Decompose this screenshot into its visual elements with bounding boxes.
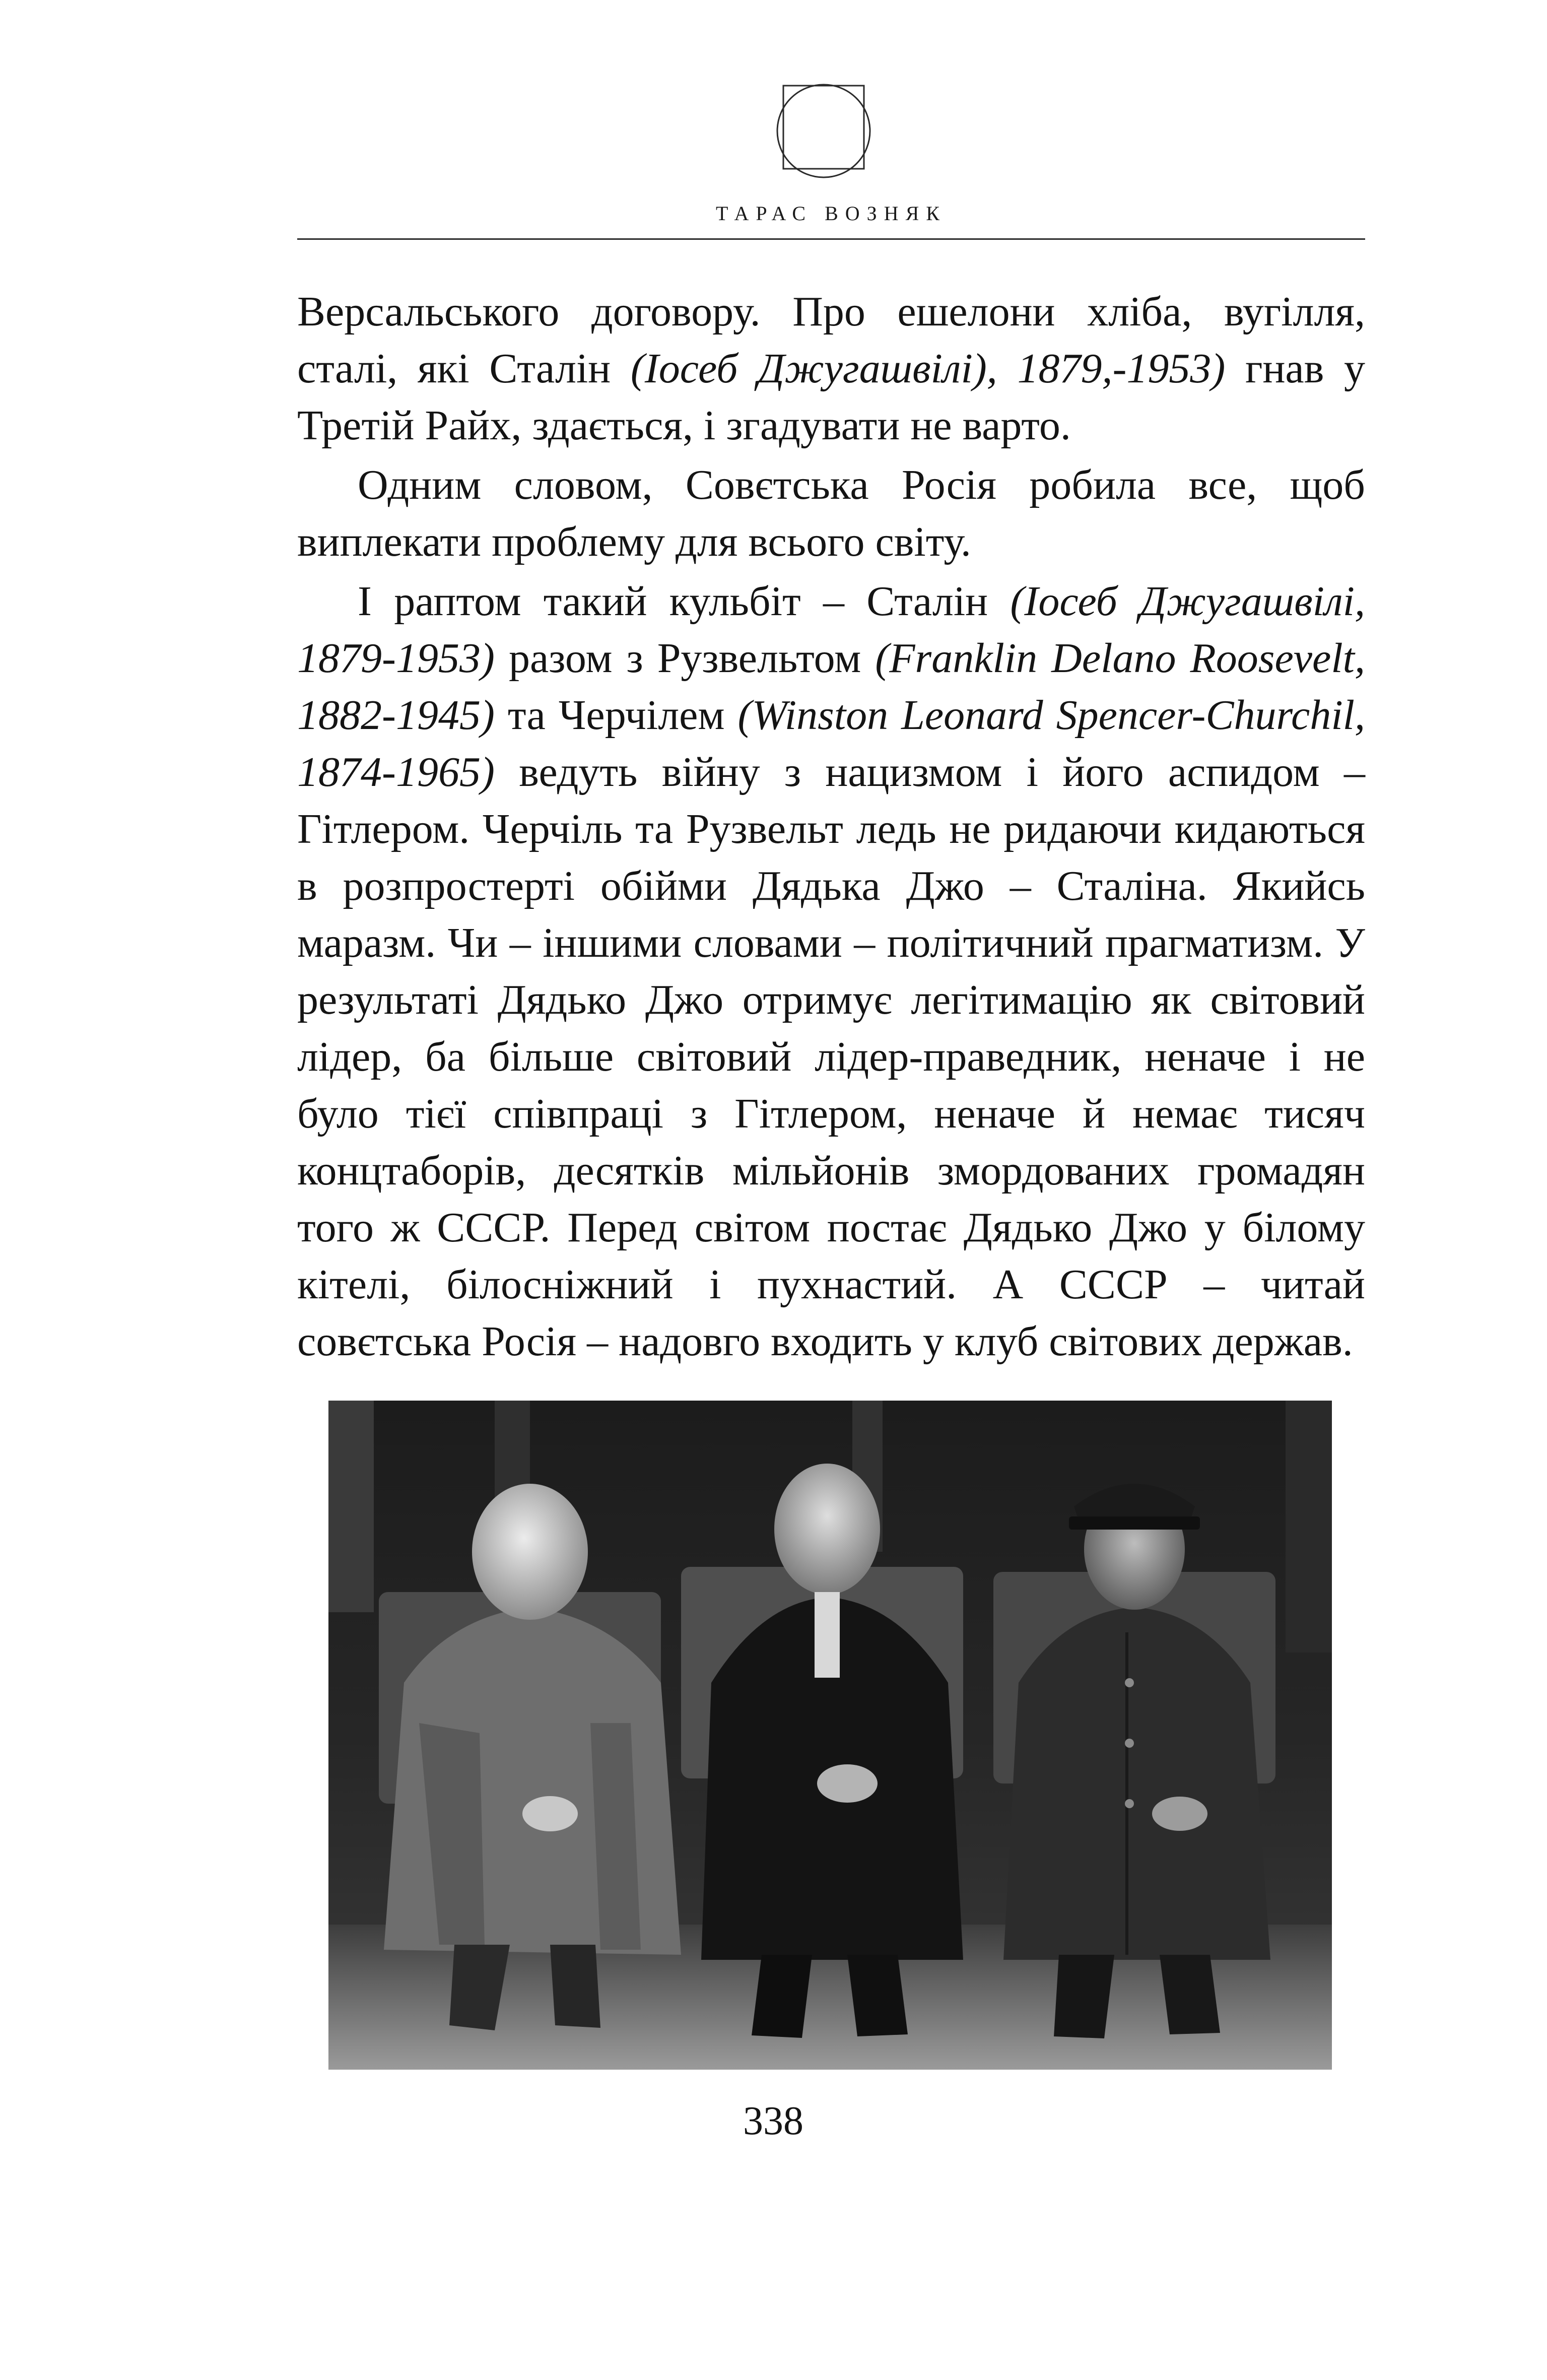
running-header-author: ТАРАС ВОЗНЯК <box>716 202 947 225</box>
page-number: 338 <box>743 2099 803 2143</box>
italic-span: (Іосеб Джугашвілі), 1879,-1953) <box>630 345 1226 392</box>
text-span: Одним словом, Совєтська Росія робила все, щоб виплекати проблему для всього світу. <box>297 461 1365 565</box>
historical-photograph <box>328 1401 1332 2070</box>
text-span: Версальського договору. Про ешелони хліба, вугілля, сталі, які Сталін <box>297 288 1365 392</box>
text-span: та Черчілем <box>494 692 738 739</box>
italic-span: (Winston Leonard Spencer-Churchil, 1874-1965) <box>297 692 1365 796</box>
text-span: разом з Рузвельтом <box>494 635 876 682</box>
paragraph-3 <box>297 573 1365 1370</box>
paragraph-2 <box>297 456 1365 570</box>
text-span: гнав у Третій Райх, здається, і згадувати не варто. <box>297 345 1365 449</box>
italic-span: (Іосеб Джугашвілі, 1879-1953) <box>297 578 1365 682</box>
header-divider <box>297 238 1365 240</box>
text-span: ведуть війну з нацизмом і його аспидом – Гітлером. Черчіль та Рузвельт ледь не ридаючи кидаються в розпростерті обійми Дядька Джо – Сталіна. Якийсь маразм. Чи – іншими словами – політичний прагматизм. У результаті Дядько Джо отримує легітимацію як світовий лідер, ба більше світовий лідер-праведник, неначе і не було тієї співпраці з Гітлером, неначе й немає тисяч концтаборів, десятків мільйонів змордованих громадян того ж СССР. Перед світом постає Дядько Джо у білому кітелі, білосніжний і пухнастий. А СССР – читай совєтська Росія – надовго входить у клуб світових держав. <box>297 749 1365 1365</box>
paragraph-1 <box>297 283 1365 454</box>
circle-square-logo-icon <box>771 76 877 189</box>
text-span: І раптом такий кульбіт – Сталін <box>358 578 1011 625</box>
main-text <box>297 283 1365 1372</box>
italic-span: (Franklin Delano Roosevelt, 1882-1945) <box>297 635 1365 739</box>
